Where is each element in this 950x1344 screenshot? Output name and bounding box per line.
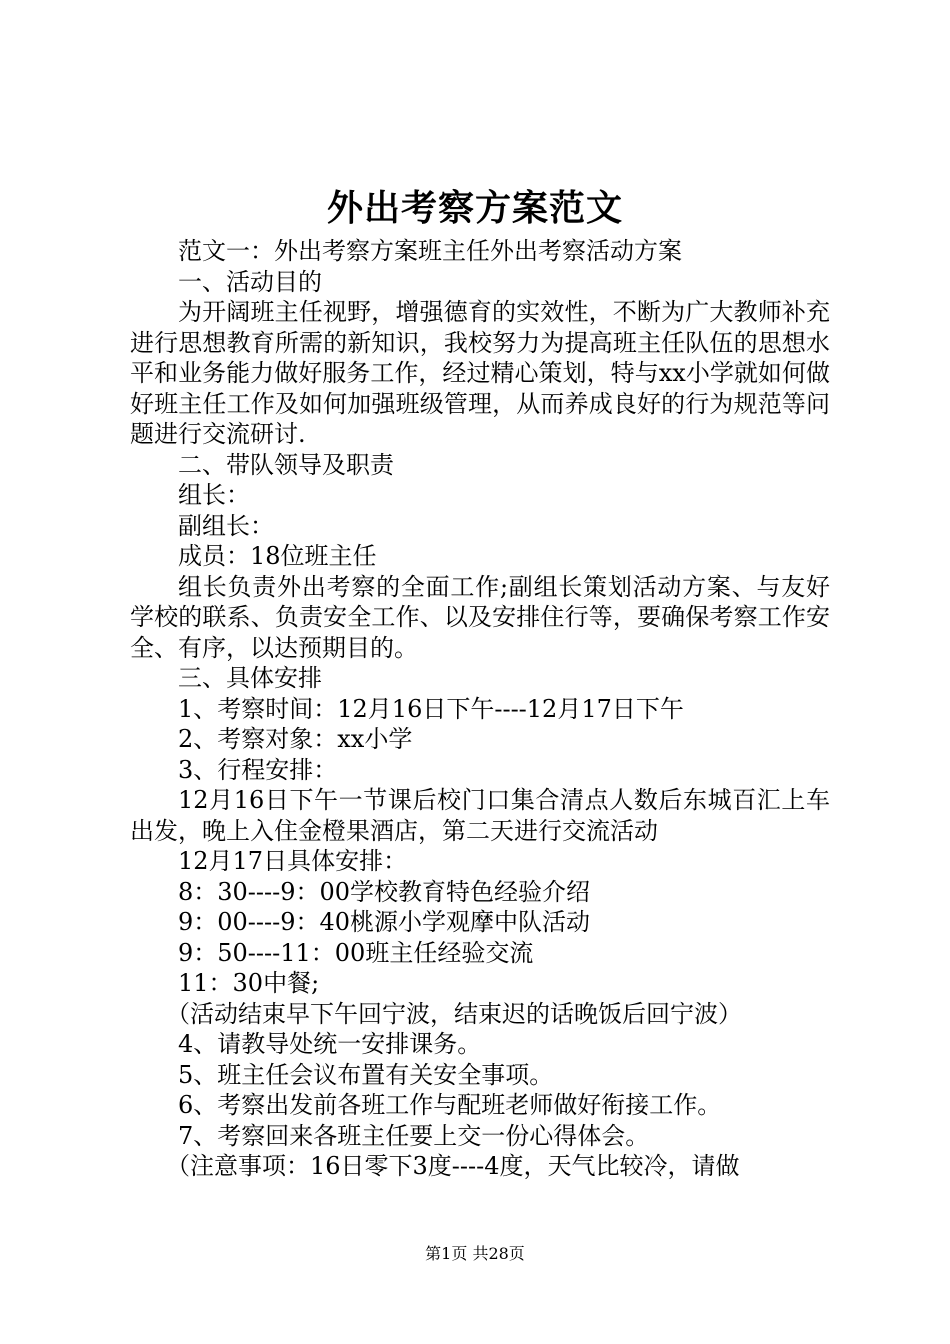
paragraph-section-2: 二、带队领导及职责 [178,450,394,479]
paragraph-members: 成员：18位班主任 [178,542,377,570]
paragraph-item-5: 5、班主任会议布置有关安全事项。 [178,1060,554,1089]
document-title: 外出考察方案范文 [326,187,623,229]
paragraph-item-4: 4、请教导处统一安排课务。 [178,1030,482,1058]
paragraph-schedule-2: 9：00----9：40桃源小学观摩中队活动 [178,908,591,936]
paragraph-item-6: 6、考察出发前各班工作与配班老师做好衔接工作。 [178,1091,722,1119]
paragraph-return-note: （活动结束早下午回宁波，结束迟的话晚饭后回宁波） [166,999,742,1028]
paragraph-notice: （注意事项：16日零下3度----4度，天气比较冷，请做 [166,1152,740,1180]
page-number: 第1页 共28页 [425,1244,525,1263]
paragraph-item-7: 7、考察回来各班主任要上交一份心得体会。 [178,1121,650,1150]
paragraph-purpose: 为开阔班主任视野，增强德育的实效性，不断为广大教师补充进行思想教育所需的新知识，我校努力为提高班主任队伍的思想水平和业务能力做好服务工作，经过精心策划，特与xx小学就如何做好班主任工作及如何加强班级管理，从而养成良好的行为规范等问题进行交流研讨. [130,298,830,448]
paragraph-time: 1、考察时间：12月16日下午----12月17日下午 [178,694,684,723]
paragraph-day-1: 12月16日下午一节课后校门口集合清点人数后东城百汇上车出发，晚上入住金橙果酒店，第二天进行交流活动 [130,786,830,845]
paragraph-schedule-4: 11：30中餐; [178,969,320,997]
paragraph-duties: 组长负责外出考察的全面工作;副组长策划活动方案、与友好学校的联系、负责安全工作、以及安排住行等，要确保考察工作安全、有序，以达预期目的。 [130,572,830,662]
paragraph-heading-sample: 范文一：外出考察方案班主任外出考察活动方案 [178,237,682,265]
paragraph-section-1: 一、活动目的 [178,267,322,296]
paragraph-section-3: 三、具体安排 [178,664,322,692]
paragraph-day-2-heading: 12月17日具体安排： [178,847,408,875]
paragraph-target: 2、考察对象：xx小学 [178,725,413,753]
paragraph-itinerary: 3、行程安排： [178,755,338,784]
paragraph-schedule-3: 9：50----11：00班主任经验交流 [178,938,534,967]
document-body [130,236,830,1182]
paragraph-deputy-leader: 副组长： [178,511,274,540]
paragraph-leader: 组长： [178,481,250,509]
paragraph-schedule-1: 8：30----9：00学校教育特色经验介绍 [178,877,591,906]
